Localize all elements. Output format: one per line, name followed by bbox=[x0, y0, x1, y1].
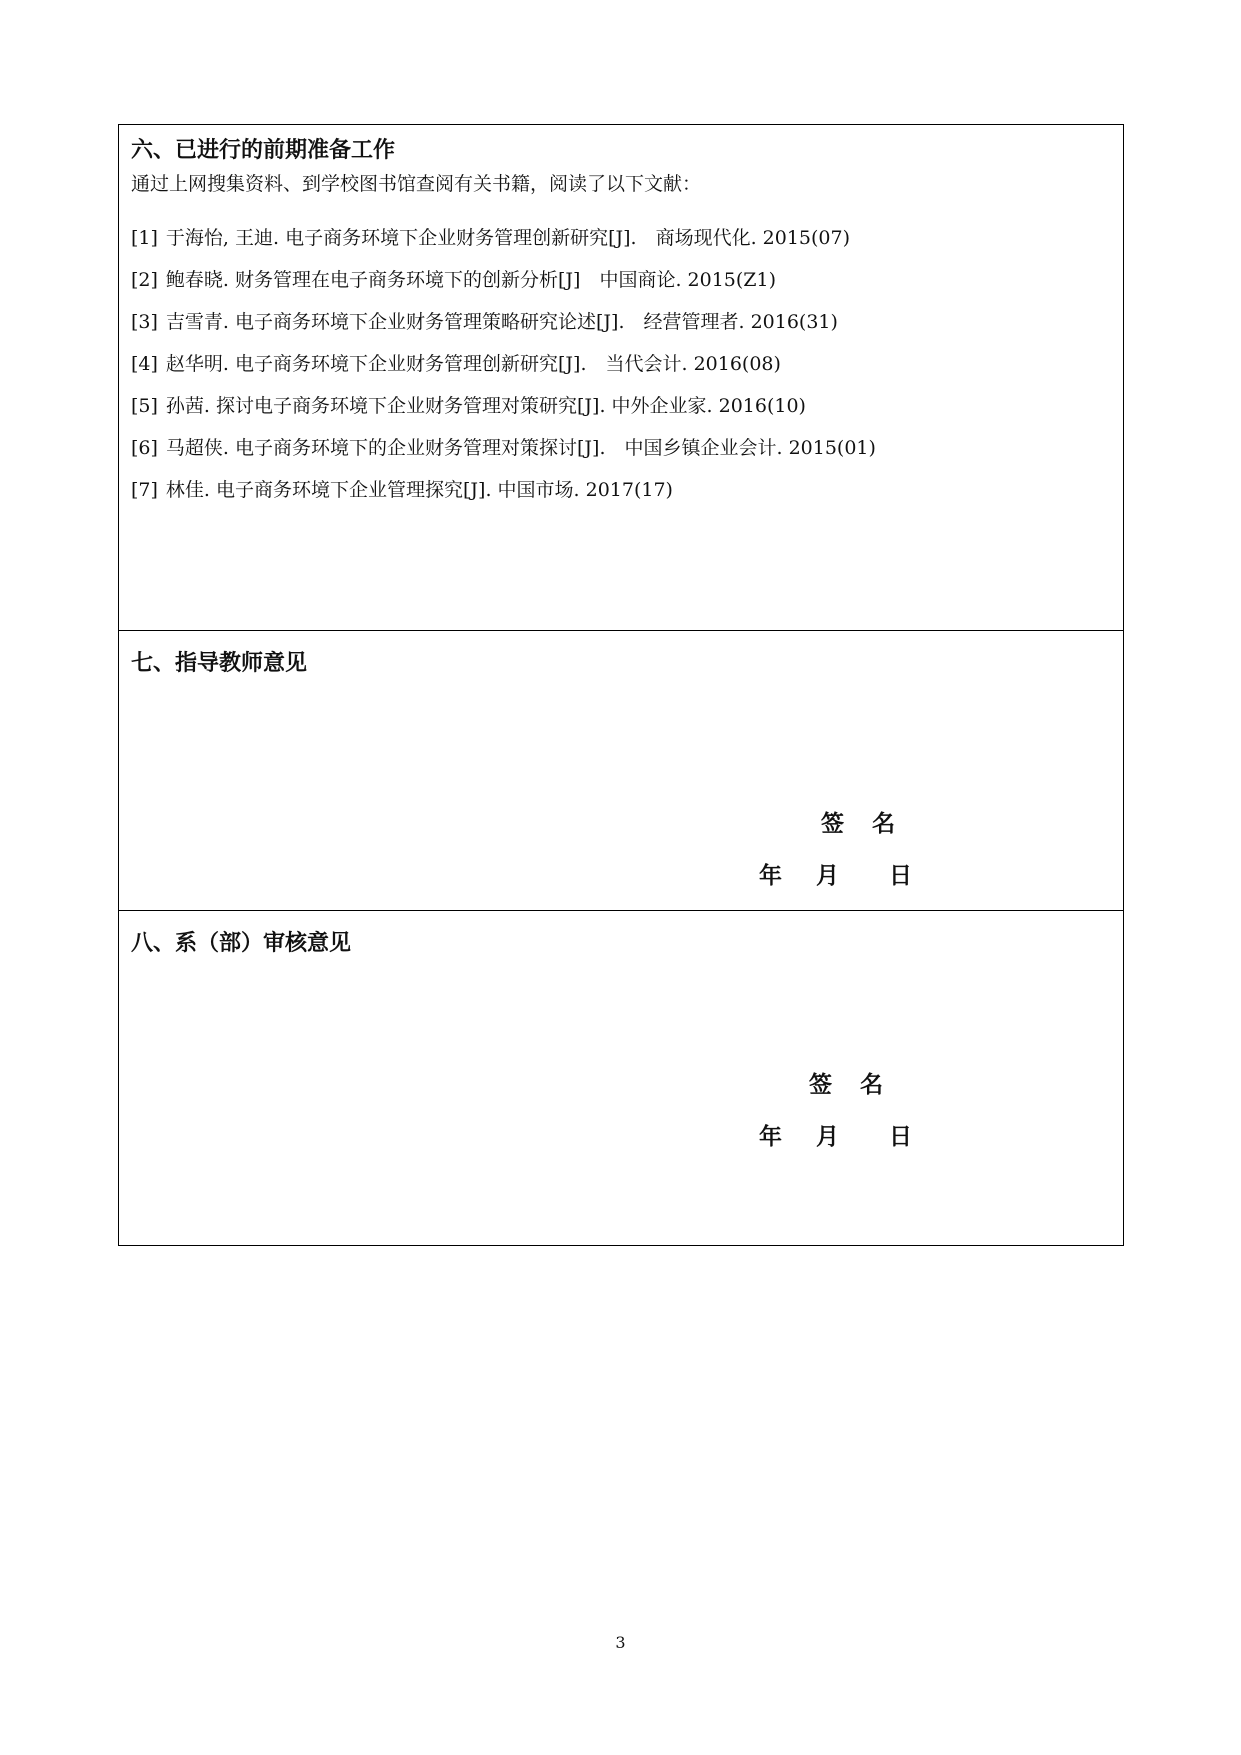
day-label: 日 bbox=[889, 1123, 912, 1150]
month-label: 月 bbox=[816, 1123, 839, 1150]
reference-text: 孙茜. 探讨电子商务环境下企业财务管理对策研究[J]. 中外企业家. 2016(10) bbox=[165, 395, 806, 417]
signature-char: 签 bbox=[809, 1071, 832, 1098]
signature-char: 签 bbox=[821, 810, 844, 837]
proposal-form-table bbox=[118, 124, 1124, 1246]
reference-text: 马超侠. 电子商务环境下的企业财务管理对策探讨[J]. 中国乡镇企业会计. 2015(01) bbox=[165, 437, 876, 459]
year-label: 年 bbox=[759, 862, 782, 889]
advisor-date-label bbox=[759, 864, 912, 887]
reference-item bbox=[131, 343, 876, 385]
advisor-opinion-section bbox=[119, 631, 1123, 911]
reference-item bbox=[131, 259, 876, 301]
reference-item bbox=[131, 427, 876, 469]
preparation-work-section bbox=[119, 125, 1123, 631]
reference-number: [7] bbox=[131, 479, 158, 501]
reference-text: 林佳. 电子商务环境下企业管理探究[J]. 中国市场. 2017(17) bbox=[165, 479, 673, 501]
reference-text: 于海怡, 王迪. 电子商务环境下企业财务管理创新研究[J]. 商场现代化. 2015(07) bbox=[165, 227, 850, 249]
reference-number: [5] bbox=[131, 395, 158, 417]
preparation-intro-text: 通过上网搜集资料、到学校图书馆查阅有关书籍，阅读了以下文献： bbox=[131, 173, 702, 195]
signature-char: 名 bbox=[872, 810, 895, 837]
department-review-section bbox=[119, 911, 1123, 1245]
reference-number: [1] bbox=[131, 227, 158, 249]
advisor-opinion-heading: 七、指导教师意见 bbox=[131, 650, 308, 676]
page-number: 3 bbox=[615, 1633, 626, 1652]
day-label: 日 bbox=[889, 862, 912, 889]
year-label: 年 bbox=[759, 1123, 782, 1150]
reference-item bbox=[131, 385, 876, 427]
department-review-heading: 八、系（部）审核意见 bbox=[131, 930, 352, 956]
reference-number: [3] bbox=[131, 311, 158, 333]
department-signature-label bbox=[809, 1073, 883, 1096]
department-date-label bbox=[759, 1125, 912, 1148]
signature-char: 名 bbox=[860, 1071, 883, 1098]
reference-text: 吉雪青. 电子商务环境下企业财务管理策略研究论述[J]. 经营管理者. 2016(31) bbox=[165, 311, 838, 333]
reference-text: 鲍春晓. 财务管理在电子商务环境下的创新分析[J] 中国商论. 2015(Z1) bbox=[165, 269, 776, 291]
reference-text: 赵华明. 电子商务环境下企业财务管理创新研究[J]. 当代会计. 2016(08) bbox=[165, 353, 781, 375]
reference-number: [6] bbox=[131, 437, 158, 459]
reference-number: [2] bbox=[131, 269, 158, 291]
reference-item bbox=[131, 469, 876, 511]
preparation-work-heading: 六、已进行的前期准备工作 bbox=[131, 137, 396, 163]
reference-item bbox=[131, 217, 876, 259]
month-label: 月 bbox=[816, 862, 839, 889]
advisor-signature-label bbox=[821, 812, 895, 835]
reference-item bbox=[131, 301, 876, 343]
reference-list bbox=[131, 217, 876, 511]
reference-number: [4] bbox=[131, 353, 158, 375]
